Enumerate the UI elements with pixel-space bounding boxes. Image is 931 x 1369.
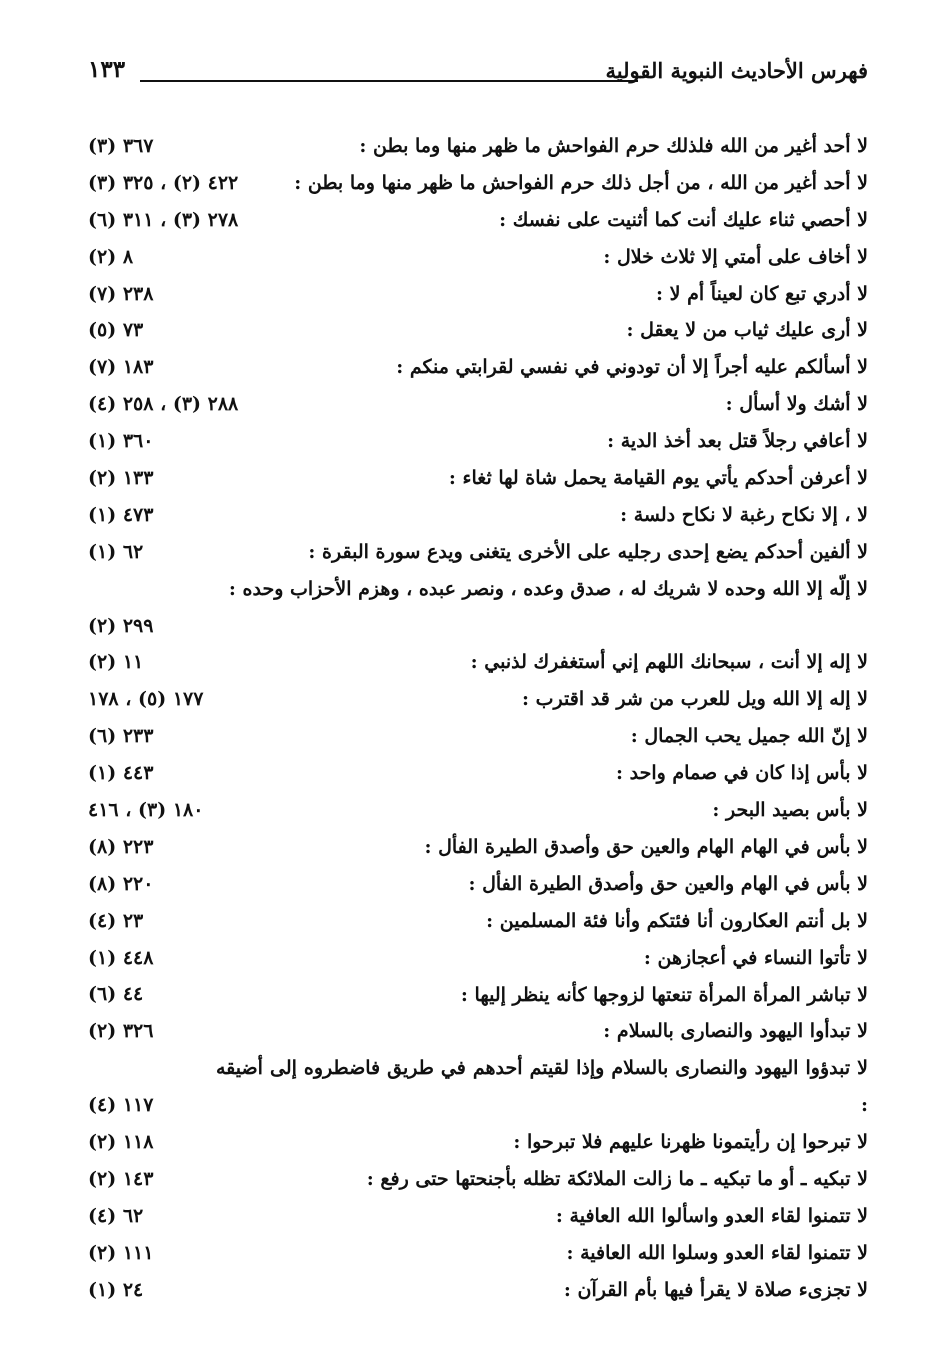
page-reference: ١٨٣ (٧) <box>88 356 154 379</box>
hadith-index-list <box>88 128 868 1309</box>
hadith-text: لا بأس في الهام الهام والعين حق وأصدق الطيرة الفأل : <box>424 835 868 858</box>
index-entry <box>88 571 868 645</box>
index-entry <box>88 1198 868 1235</box>
page-reference: ١٧٧ (٥) ، ١٧٨ <box>88 688 204 711</box>
index-entry <box>88 718 868 755</box>
hadith-text: لا بأس بصيد البحر : <box>712 799 868 822</box>
hadith-text: لا تتمنوا لقاء العدو وسلوا الله العافية : <box>566 1241 868 1264</box>
index-entry <box>88 903 868 940</box>
page-reference: ٢٢٣ (٨) <box>88 835 154 858</box>
page-reference: ٣٦٧ (٣) <box>88 134 154 157</box>
running-title: فهرس الأحاديث النبوية القولية <box>605 58 868 83</box>
hadith-text: لا تبرحوا إن رأيتمونا ظهرنا عليهم فلا تبرحوا : <box>513 1131 868 1154</box>
page-number: ١٣٣ <box>88 56 126 83</box>
page-reference: ١٨٠ (٣) ، ٤١٦ <box>88 799 204 822</box>
index-entry <box>88 1235 868 1272</box>
page-reference: ٢٨٨ (٣) ، ٢٥٨ (٤) <box>88 393 239 416</box>
hadith-text: لا ألفين أحدكم يضع إحدى رجليه على الأخرى يتغنى ويدع سورة البقرة : <box>308 540 868 563</box>
index-entry <box>88 977 868 1014</box>
page-reference: ٢٤ (١) <box>88 1278 144 1301</box>
header-rule <box>140 80 638 82</box>
hadith-text: لا أخاف على أمتي إلا ثلاث خلال : <box>603 245 868 268</box>
index-entry <box>88 386 868 423</box>
hadith-text: لا تتمنوا لقاء العدو واسألوا الله العافية : <box>555 1204 868 1227</box>
page-reference: ٦٢ (٤) <box>88 1204 144 1227</box>
hadith-text: لا بأس إذا كان في صمام واحد : <box>616 762 868 785</box>
hadith-text: لا إلّه إلا الله وحده لا شريك له ، صدق وعده ، ونصر عبده ، وهزم الأحزاب وحده : <box>228 577 868 600</box>
hadith-text: لا بل أنتم العكارون أنا فئتكم وأنا فئة المسلمين : <box>486 909 868 932</box>
hadith-text: لا ، إلا نكاح رغبة لا نكاح دلسة : <box>620 503 868 526</box>
hadith-text: لا أعافي رجلاً قتل بعد أخذ الدية : <box>607 430 868 453</box>
hadith-text: لا أدري تبع كان لعيناً أم لا : <box>656 282 868 305</box>
page-reference: ١١ (٢) <box>88 651 144 674</box>
hadith-text: لا أحد أغير من الله فلذلك حرم الفواحش ما ظهر منها وما بطن : <box>359 135 868 157</box>
page-reference: ٢٣٨ (٧) <box>88 282 154 305</box>
index-entry <box>88 1013 868 1050</box>
index-entry <box>88 755 868 792</box>
page-reference: ٤٤٨ (١) <box>88 946 154 969</box>
index-entry <box>88 128 868 165</box>
hadith-text: لا تبدأوا اليهود والنصارى بالسلام : <box>603 1020 868 1043</box>
page-reference: ٤٤٣ (١) <box>88 762 154 785</box>
page-reference: ٧٣ (٥) <box>88 319 144 342</box>
hadith-text: لا أحصي ثناء عليك أنت كما أثنيت على نفسك : <box>499 208 868 231</box>
hadith-text: لا تبكيه ـ أو ما تبكيه ـ ما زالت الملائكة تظله بأجنحتها حتى رفع : <box>366 1167 868 1190</box>
index-entry <box>88 681 868 718</box>
index-entry <box>88 1272 868 1309</box>
hadith-text: لا إله إلا الله ويل للعرب من شر قد اقترب : <box>522 688 868 711</box>
page-reference: ٤٤ (٦) <box>88 983 144 1006</box>
index-entry <box>88 165 868 202</box>
hadith-text: لا تبدؤوا اليهود والنصارى بالسلام وإذا لقيتم أحدهم في طريق فاضطروه إلى أضيقه : <box>216 1057 868 1117</box>
index-entry <box>88 312 868 349</box>
page-reference: ٢٣٣ (٦) <box>88 725 154 748</box>
index-entry <box>88 644 868 681</box>
hadith-text: لا أسألكم عليه أجراً إلا أن تودوني في نفسي لقرابتي منكم : <box>396 356 868 379</box>
hadith-text: لا بأس في الهام والعين حق وأصدق الطيرة الفأل : <box>468 872 868 895</box>
index-entry <box>88 423 868 460</box>
index-entry <box>88 940 868 977</box>
hadith-text: لا أرى عليك ثياب من لا يعقل : <box>626 319 868 342</box>
hadith-text: لا إله إلا أنت ، سبحانك اللهم إني أستغفرك لذنبي : <box>470 651 868 674</box>
page-reference: ٢٢٠ (٨) <box>88 872 154 895</box>
hadith-text: لا إنّ الله جميل يحب الجمال : <box>630 725 868 748</box>
hadith-text: لا أعرفن أحدكم يأتي يوم القيامة يحمل شاة لها ثغاء : <box>448 467 868 490</box>
page-reference: ٣٢٦ (٢) <box>88 1020 154 1043</box>
page-reference: ١١١ (٢) <box>88 1241 154 1264</box>
index-entry <box>88 829 868 866</box>
hadith-text: لا أحد أغير من الله ، من أجل ذلك حرم الفواحش ما ظهر منها وما بطن : <box>294 171 868 194</box>
hadith-text: لا تجزىء صلاة لا يقرأ فيها بأم القرآن : <box>563 1278 868 1301</box>
page-reference: ٨ (٢) <box>88 245 134 268</box>
index-entry <box>88 534 868 571</box>
index-entry <box>88 239 868 276</box>
index-entry <box>88 202 868 239</box>
index-entry <box>88 1161 868 1198</box>
page-reference: ١١٧ (٤) <box>88 1094 154 1117</box>
index-entry <box>88 349 868 386</box>
page-reference: ٢٧٨ (٣) ، ٣١١ (٦) <box>88 208 239 231</box>
index-entry <box>88 866 868 903</box>
page-reference: ١١٨ (٢) <box>88 1131 154 1154</box>
index-entry <box>88 1050 868 1124</box>
hadith-text: لا تباشر المرأة المرأة تنعتها لزوجها كأنه ينظر إليها : <box>460 983 868 1006</box>
page-reference: ٢٩٩ (٢) <box>88 614 154 637</box>
index-entry <box>88 1124 868 1161</box>
hadith-text: لا أشك ولا أسأل : <box>725 393 868 416</box>
page-reference: ٦٢ (١) <box>88 540 144 563</box>
page-reference: ١٤٣ (٢) <box>88 1167 154 1190</box>
index-entry <box>88 276 868 313</box>
page-reference: ١٣٣ (٢) <box>88 467 154 489</box>
page-reference: ٣٦٠ (١) <box>88 430 154 453</box>
index-entry <box>88 497 868 534</box>
index-entry <box>88 792 868 829</box>
page-reference: ٢٣ (٤) <box>88 909 144 932</box>
page-reference: ٤٧٣ (١) <box>88 503 154 526</box>
hadith-text: لا تأتوا النساء في أعجازهن : <box>643 946 868 969</box>
page-header <box>88 52 868 92</box>
page-reference: ٤٢٢ (٢) ، ٣٢٥ (٣) <box>88 171 239 194</box>
index-entry <box>88 460 868 497</box>
